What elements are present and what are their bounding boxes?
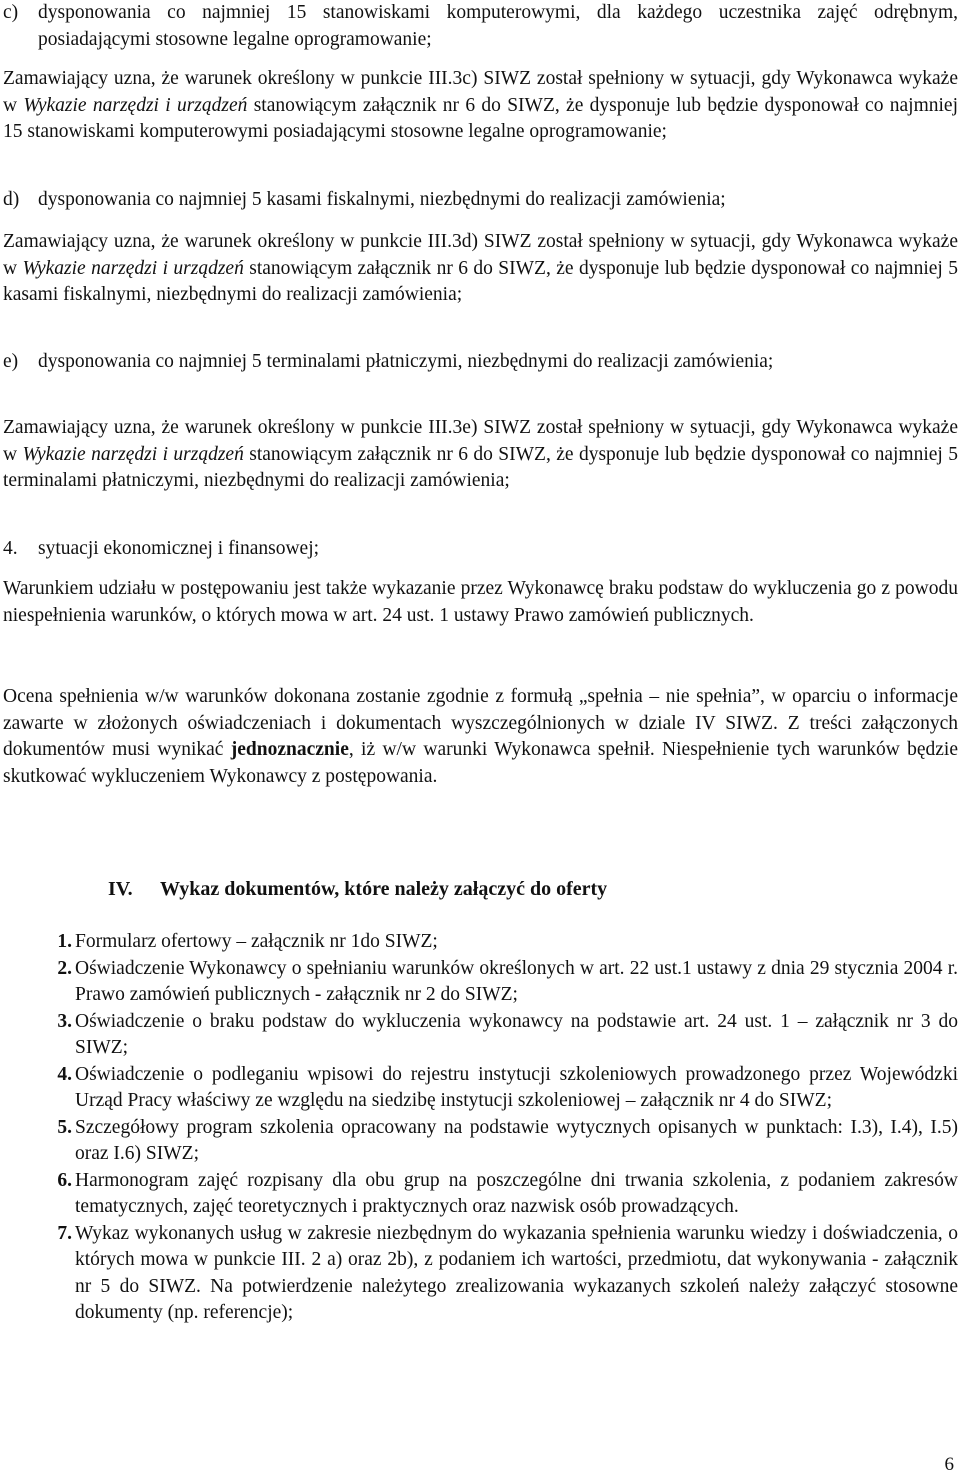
list-item-text: Wykaz wykonanych usług w zakresie niezbędnym do wykazania spełnienia warunku wiedzy i doświadczenia, o których mowa w punkcie III. 2 a) oraz 2b), z podaniem ich wartości, przedmiotu, dat wykonywania - załącznik nr 5 do SIWZ. Na potwierdzenie należytego zrealizowania wykazanych szkoleń należy załączyć stosowne dokumenty (np. referencje); <box>75 1222 958 1323</box>
paragraph-text: stanowiącym załącznik nr 6 do SIWZ, że dysponuje lub będzie dysponował co najmniej 5 kasami fiskalnymi, niezbędnymi do realizacji zamówienia; <box>3 257 958 305</box>
condition-e-paragraph <box>3 415 958 495</box>
list-item-number: 2. <box>57 957 72 979</box>
item-label: 4. <box>3 538 18 559</box>
list-item-text: Formularz ofertowy – załącznik nr 1do SIWZ; <box>75 931 438 952</box>
paragraph-text: stanowiącym załącznik nr 6 do SIWZ, że dysponuje lub będzie dysponował co najmniej 5 terminalami płatniczymi, niezbędnymi do realizacji zamówienia; <box>3 443 958 491</box>
section-heading <box>108 876 607 903</box>
paragraph-text: Ocena spełnienia w/w warunków dokonana zostanie zgodnie z formułą „spełnia – nie spełnia”, w oparciu o informacje zawarte w złożonych oświadczeniach i dokumentach wyszczególnionych w dziale IV SIWZ. Z treści załączonych dokumentów musi wynikać <box>3 686 958 760</box>
paragraph-text: , iż w/w warunki Wykonawca spełnił. Niespełnienie tych warunków będzie skutkować wykluczeniem Wykonawcy z postępowania. <box>3 739 958 787</box>
paragraph-text: stanowiącym załącznik nr 6 do SIWZ, że dysponuje lub będzie dysponował co najmniej 15 stanowiskami komputerowymi posiadającymi stosowne legalne oprogramowanie; <box>3 94 958 142</box>
section-number: IV. <box>108 878 133 900</box>
document-list-item <box>3 929 958 956</box>
document-list-item <box>3 1115 958 1168</box>
condition-4-item <box>3 536 958 563</box>
paragraph-text: Zamawiający uzna, że warunek określony w punkcie III.3d) SIWZ został spełniony w sytuacji, gdy Wykonawca wykaże w <box>3 231 958 279</box>
list-item-number: 5. <box>57 1116 72 1138</box>
list-item-text: Harmonogram zajęć rozpisany dla obu grup na poszczególne dni trwania szkolenia, z podaniem zakresów tematycznych, zajęć teoretycznych i praktycznych oraz nazwisk osób prowadzących. <box>75 1169 958 1217</box>
item-text: dysponowania co najmniej 5 kasami fiskalnymi, niezbędnymi do realizacji zamówienia; <box>38 189 726 210</box>
list-item-number: 6. <box>57 1169 72 1191</box>
list-item-text: Oświadczenie o podleganiu wpisowi do rejestru instytucji szkoleniowych prowadzonego przez Wojewódzki Urząd Pracy właściwy ze względu na siedzibę instytucji szkoleniowej – załącznik nr 4 do SIWZ; <box>75 1063 958 1111</box>
emphasis-text: jednoznacznie <box>230 739 349 760</box>
item-text: sytuacji ekonomicznej i finansowej; <box>38 538 320 559</box>
document-list-item <box>3 1009 958 1062</box>
item-text: dysponowania co najmniej 5 terminalami płatniczymi, niezbędnymi do realizacji zamówienia; <box>38 351 774 372</box>
condition-e-item <box>3 349 958 376</box>
document-list-item <box>3 1062 958 1115</box>
equipment-list-title: Wykazie narzędzi i urządzeń <box>22 443 244 465</box>
section-title: Wykaz dokumentów, które należy załączyć do oferty <box>160 878 608 900</box>
condition-d-item <box>3 187 958 214</box>
list-item-number: 3. <box>57 1010 72 1032</box>
paragraph-text: Zamawiający uzna, że warunek określony w punkcie III.3c) SIWZ został spełniony w sytuacji, gdy Wykonawca wykaże w <box>3 68 958 116</box>
condition-d-paragraph <box>3 229 958 309</box>
item-label: e) <box>3 351 19 372</box>
exclusion-paragraph: Warunkiem udziału w postępowaniu jest także wykazanie przez Wykonawcę braku podstaw do wykluczenia go z powodu niespełnienia warunków, o których mowa w art. 24 ust. 1 ustawy Prawo zamówień publicznych. <box>3 578 958 626</box>
condition-c-paragraph <box>3 66 958 146</box>
document-page <box>3 0 958 1482</box>
document-list-item <box>3 1221 958 1327</box>
list-item-text: Szczegółowy program szkolenia opracowany na podstawie wytycznych opisanych w punktach: I.3), I.4), I.5) oraz I.6) SIWZ; <box>75 1116 958 1164</box>
list-item-number: 1. <box>57 931 72 952</box>
equipment-list-title: Wykazie narzędzi i urządzeń <box>23 94 248 116</box>
document-list-item <box>3 956 958 1009</box>
condition-c-item <box>3 0 958 53</box>
list-item-number: 7. <box>57 1222 72 1244</box>
list-item-text: Oświadczenie Wykonawcy o spełnianiu warunków określonych w art. 22 ust.1 ustawy z dnia 29 stycznia 2004 r. Prawo zamówień publicznych - załącznik nr 2 do SIWZ; <box>75 957 958 1005</box>
equipment-list-title: Wykazie narzędzi i urządzeń <box>22 257 244 279</box>
item-label: d) <box>3 189 20 210</box>
item-label: c) <box>3 2 19 23</box>
assessment-paragraph <box>3 684 958 790</box>
list-item-text: Oświadczenie o braku podstaw do wykluczenia wykonawcy na podstawie art. 24 ust. 1 – załącznik nr 3 do SIWZ; <box>75 1010 958 1058</box>
document-list-item <box>3 1168 958 1221</box>
item-text: dysponowania co najmniej 15 stanowiskami komputerowymi, dla każdego uczestnika zajęć odrębnym, posiadającymi stosowne legalne oprogramowanie; <box>38 2 958 50</box>
page-number: 6 <box>944 1454 954 1475</box>
paragraph-text: Zamawiający uzna, że warunek określony w punkcie III.3e) SIWZ został spełniony w sytuacji, gdy Wykonawca wykaże w <box>3 417 958 465</box>
list-item-number: 4. <box>57 1063 72 1085</box>
documents-list <box>3 929 958 1327</box>
